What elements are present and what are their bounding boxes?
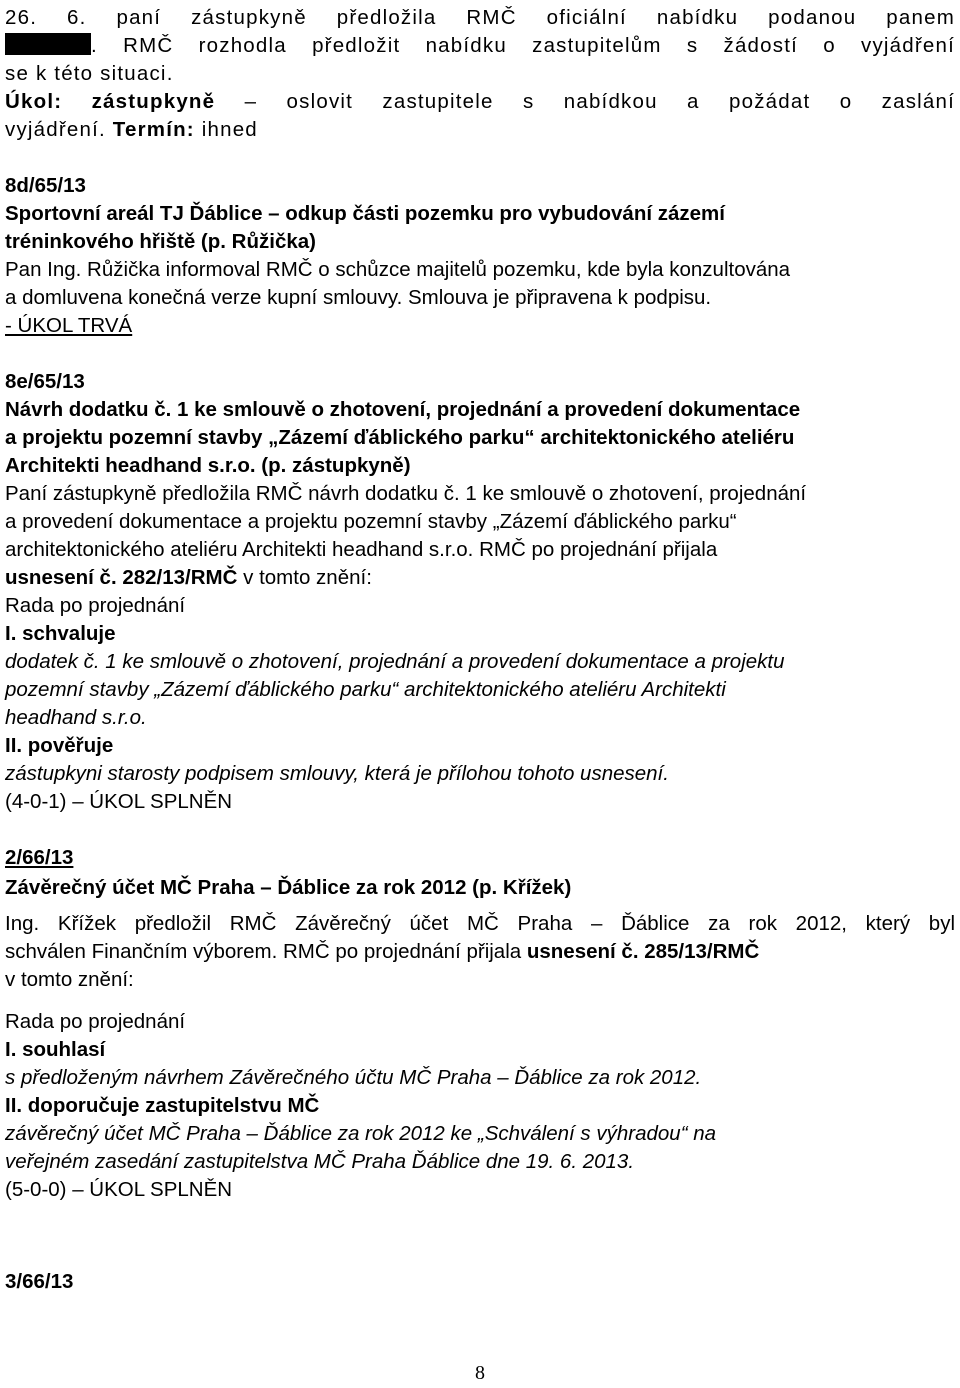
task-line [5, 88, 955, 116]
text-line: se k této situaci. [5, 62, 174, 85]
body-text: Paní zástupkyně předložila RMČ návrh dodatku č. 1 ke smlouvě o zhotovení, projednání [5, 482, 807, 505]
text-span: v tomto znění: [237, 566, 372, 589]
item-number: 8e/65/13 [5, 370, 85, 393]
task-label: Úkol: zástupkyně [5, 90, 216, 113]
resolution-text: dodatek č. 1 ke smlouvě o zhotovení, projednání a provedení dokumentace a projektu [5, 650, 785, 673]
item-title: Sportovní areál TJ Ďáblice – odkup části pozemku pro vybudování zázemí [5, 202, 725, 225]
status-text [5, 312, 955, 340]
body-text: a provedení dokumentace a projektu pozemní stavby „Zázemí ďáblického parku“ [5, 510, 737, 533]
resolution-point: II. pověřuje [5, 734, 114, 757]
resolution-line [5, 564, 955, 592]
body-text: v tomto znění: [5, 968, 134, 991]
resolution-text: veřejném zasedání zastupitelstva MČ Praha Ďáblice dne 19. 6. 2013. [5, 1150, 635, 1173]
resolution-point: I. schvaluje [5, 622, 116, 645]
resolution-text: zástupkyni starosty podpisem smlouvy, která je přílohou tohoto usnesení. [5, 762, 669, 785]
text-line [5, 4, 955, 32]
item-title: Návrh dodatku č. 1 ke smlouvě o zhotovení, projednání a provedení dokumentace [5, 398, 801, 421]
vote-result: (4-0-1) – ÚKOL SPLNĚN [5, 790, 233, 813]
resolution-point: I. souhlasí [5, 1038, 106, 1061]
text-span: . RMČ rozhodla předložit nabídku zastupitelům s žádostí o vyjádření [91, 34, 955, 57]
item-title: tréninkového hřiště (p. Růžička) [5, 230, 316, 253]
vote-result: (5-0-0) – ÚKOL SPLNĚN [5, 1178, 233, 1201]
text-span: vyjádření. [5, 118, 113, 141]
body-text: Pan Ing. Růžička informoval RMČ o schůzce majitelů pozemku, kde byla konzultována [5, 258, 791, 281]
item-number-text: 2/66/13 [5, 846, 74, 869]
body-text: architektonického ateliéru Architekti headhand s.r.o. RMČ po projednání přijala [5, 538, 718, 561]
body-text: Ing. Křížek předložil RMČ Závěrečný účet MČ Praha – Ďáblice za rok 2012, který byl [5, 912, 955, 935]
item-title: Závěrečný účet MČ Praha – Ďáblice za rok 2012 (p. Křížek) [5, 876, 572, 899]
resolution-text: pozemní stavby „Zázemí ďáblického parku“ architektonického ateliéru Architekti [5, 678, 726, 701]
text-span: 26. 6. paní zástupkyně předložila RMČ oficiální nabídku podanou panem [5, 6, 955, 29]
council-line: Rada po projednání [5, 1010, 186, 1033]
resolution-label: usnesení č. 282/13/RMČ [5, 566, 238, 589]
body-text [5, 938, 955, 966]
item-number [5, 844, 955, 872]
page-number: 8 [475, 1362, 485, 1384]
resolution-label: usnesení č. 285/13/RMČ [526, 940, 760, 963]
item-title: Architekti headhand s.r.o. (p. zástupkyně) [5, 454, 411, 477]
resolution-text: závěrečný účet MČ Praha – Ďáblice za rok 2012 ke „Schválení s výhradou“ na [5, 1122, 717, 1145]
deadline-label: Termín: [112, 118, 195, 141]
text-span: schválen Finančním výborem. RMČ po projednání přijala [5, 940, 527, 963]
resolution-text: headhand s.r.o. [5, 706, 147, 729]
deadline-value: ihned [194, 118, 258, 141]
resolution-text: s předloženým návrhem Závěrečného účtu MČ Praha – Ďáblice za rok 2012. [5, 1066, 702, 1089]
council-line: Rada po projednání [5, 594, 186, 617]
text-line [5, 32, 955, 60]
task-text: – oslovit zastupitele s nabídkou a požádat o zaslání [215, 90, 955, 113]
item-number: 8d/65/13 [5, 174, 86, 197]
item-title: a projektu pozemní stavby „Zázemí ďáblického parku“ architektonického ateliéru [5, 426, 795, 449]
body-text: a domluvena konečná verze kupní smlouvy. Smlouva je připravena k podpisu. [5, 286, 712, 309]
resolution-point: II. doporučuje zastupitelstvu MČ [5, 1094, 320, 1117]
deadline-line [5, 116, 955, 144]
redacted-name [5, 33, 91, 55]
item-number: 3/66/13 [5, 1270, 74, 1293]
status-label: - ÚKOL TRVÁ [5, 314, 133, 337]
